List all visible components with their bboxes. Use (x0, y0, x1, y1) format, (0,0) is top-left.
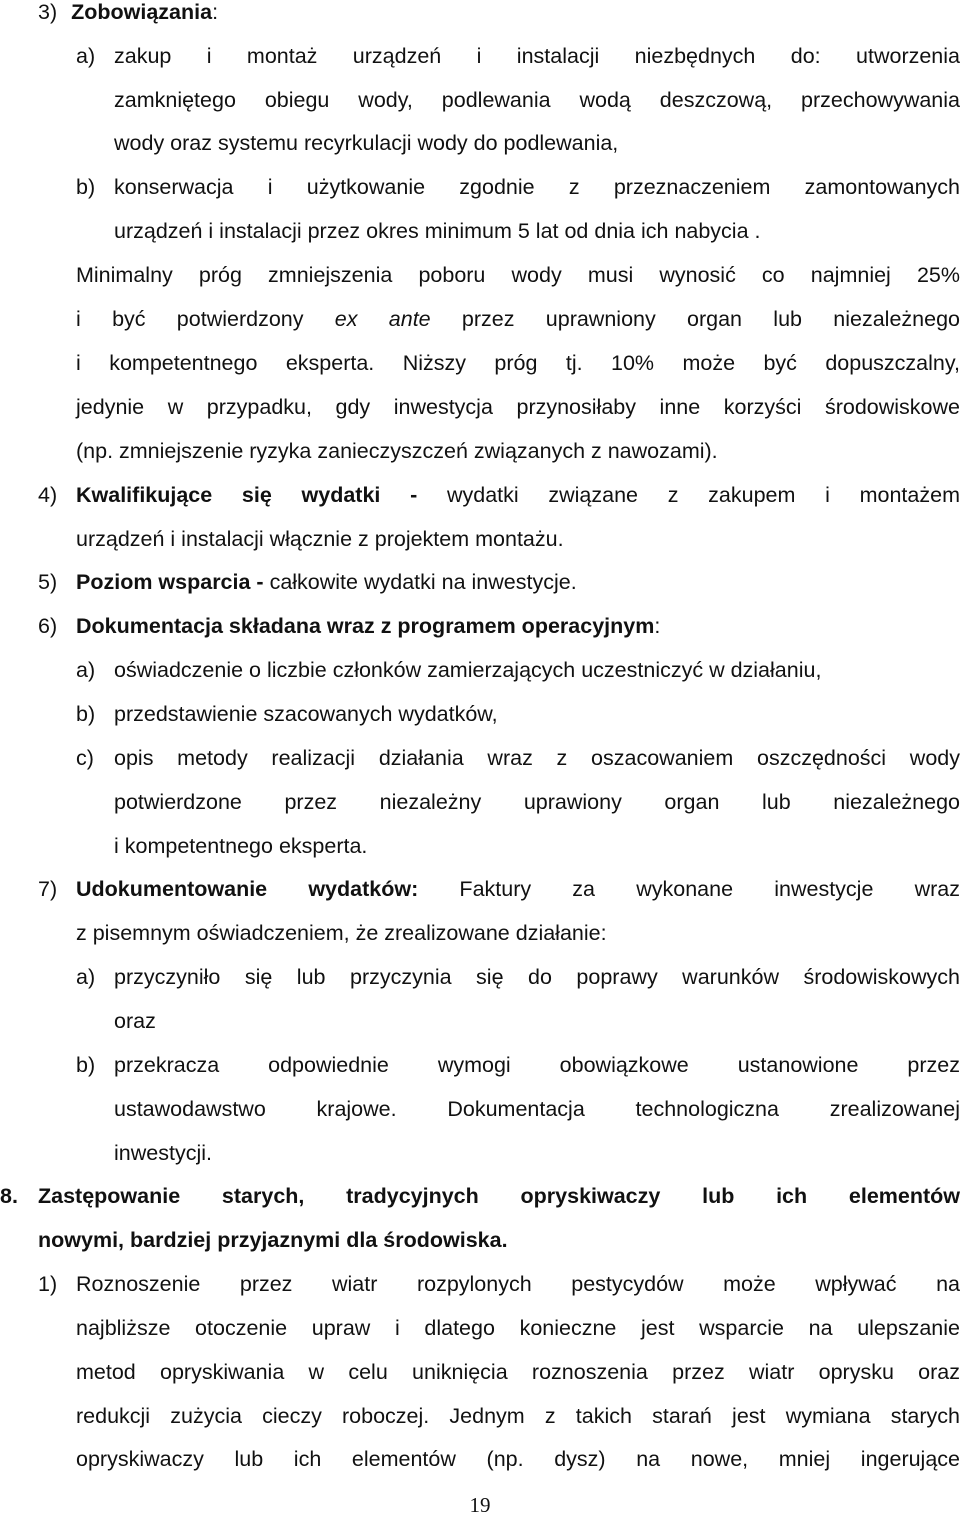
text-segment: wydatki związane z zakupem i montażem (417, 483, 960, 507)
paragraph-line: (np. zmniejszenie ryzyka zanieczyszczeń związanych z nawozami). (76, 439, 718, 463)
list-item-text: zakup i montaż urządzeń i instalacji niezbędnych do: utworzenia (114, 44, 960, 68)
section-number: 5) (38, 570, 58, 594)
section-number: 6) (38, 614, 58, 638)
list-item-text: inwestycji. (114, 1141, 212, 1165)
section-number: 8. (0, 1184, 18, 1208)
section-title: Kwalifikujące się wydatki - (76, 483, 418, 507)
list-item-text: przedstawienie szacowanych wydatków, (114, 702, 498, 726)
list-item-text: i kompetentnego eksperta. (114, 834, 368, 858)
italic-term: ex ante (334, 307, 431, 331)
section-number: 7) (38, 877, 58, 901)
section-title: Udokumentowanie wydatków: (76, 877, 419, 901)
list-label-b: b) (76, 702, 96, 726)
paragraph-line: opryskiwaczy lub ich elementów (np. dysz) na nowe, mniej ingerujące (76, 1447, 960, 1471)
section-4-heading (76, 480, 960, 510)
section-6-heading (76, 611, 660, 641)
section-title: Dokumentacja składana wraz z programem operacyjnym (76, 614, 655, 638)
section-title: Zobowiązania (71, 0, 213, 24)
list-item-text: przyczyniło się lub przyczynia się do poprawy warunków środowiskowych (114, 965, 960, 989)
list-label-b: b) (76, 175, 96, 199)
paragraph-line: redukcji zużycia cieczy roboczej. Jednym z takich starań jest wymiana starych (76, 1404, 960, 1428)
list-label-a: a) (76, 965, 96, 989)
list-item-text: oraz (114, 1009, 156, 1033)
paragraph-line: Roznoszenie przez wiatr rozpylonych pestycydów może wpływać na (76, 1272, 960, 1296)
paragraph-line: z pisemnym oświadczeniem, że zrealizowane działanie: (76, 921, 607, 945)
paragraph-line: Minimalny próg zmniejszenia poboru wody musi wynosić co najmniej 25% (76, 263, 960, 287)
list-item-text: oświadczenie o liczbie członków zamierzających uczestniczyć w działaniu, (114, 658, 822, 682)
section-number: 4) (38, 483, 58, 507)
section-number: 3) (38, 0, 58, 24)
paragraph-line: najbliższe otoczenie upraw i dlatego konieczne jest wsparcie na ulepszanie (76, 1316, 960, 1340)
section-title: Poziom wsparcia - (76, 570, 264, 594)
item-number: 1) (38, 1272, 58, 1296)
section-8-heading: nowymi, bardziej przyjaznymi dla środowiska. (38, 1228, 508, 1252)
list-item-text: przekracza odpowiednie wymogi obowiązkowe ustanowione przez (114, 1053, 960, 1077)
text-segment: i być potwierdzony (76, 307, 335, 331)
list-item-text: opis metody realizacji działania wraz z oszacowaniem oszczędności wody (114, 746, 960, 770)
section-3-heading (38, 0, 218, 27)
list-label-a: a) (76, 44, 96, 68)
list-item-text: urządzeń i instalacji przez okres minimum 5 lat od dnia ich nabycia . (114, 219, 761, 243)
paragraph-line (76, 304, 960, 334)
list-item-text: konserwacja i użytkowanie zgodnie z przeznaczeniem zamontowanych (114, 175, 960, 199)
text-segment: całkowite wydatki na inwestycje. (263, 570, 577, 594)
text-segment: przez uprawniony organ lub niezależnego (430, 307, 960, 331)
text-segment: Faktury za wykonane inwestycje wraz (418, 877, 960, 901)
paragraph-line: urządzeń i instalacji włącznie z projektem montażu. (76, 527, 564, 551)
section-5-heading (76, 567, 577, 597)
colon: : (212, 0, 219, 24)
colon: : (654, 614, 661, 638)
list-item-text: potwierdzone przez niezależny uprawiony organ lub niezależnego (114, 790, 960, 814)
paragraph-line: i kompetentnego eksperta. Niższy próg tj. 10% może być dopuszczalny, (76, 351, 960, 375)
list-item-text: ustawodawstwo krajowe. Dokumentacja technologiczna zrealizowanej (114, 1097, 960, 1121)
section-7-heading (76, 874, 960, 904)
list-label-b: b) (76, 1053, 96, 1077)
paragraph-line: metod opryskiwania w celu uniknięcia roznoszenia przez wiatr oprysku oraz (76, 1360, 960, 1384)
page-number: 19 (469, 1493, 491, 1517)
list-label-a: a) (76, 658, 96, 682)
list-label-c: c) (76, 746, 94, 770)
section-8-heading: Zastępowanie starych, tradycyjnych opryskiwaczy lub ich elementów (38, 1184, 960, 1208)
paragraph-line: jedynie w przypadku, gdy inwestycja przynosiłaby inne korzyści środowiskowe (76, 395, 960, 419)
list-item-text: wody oraz systemu recyrkulacji wody do podlewania, (114, 131, 619, 155)
list-item-text: zamkniętego obiegu wody, podlewania wodą deszczową, przechowywania (114, 88, 960, 112)
